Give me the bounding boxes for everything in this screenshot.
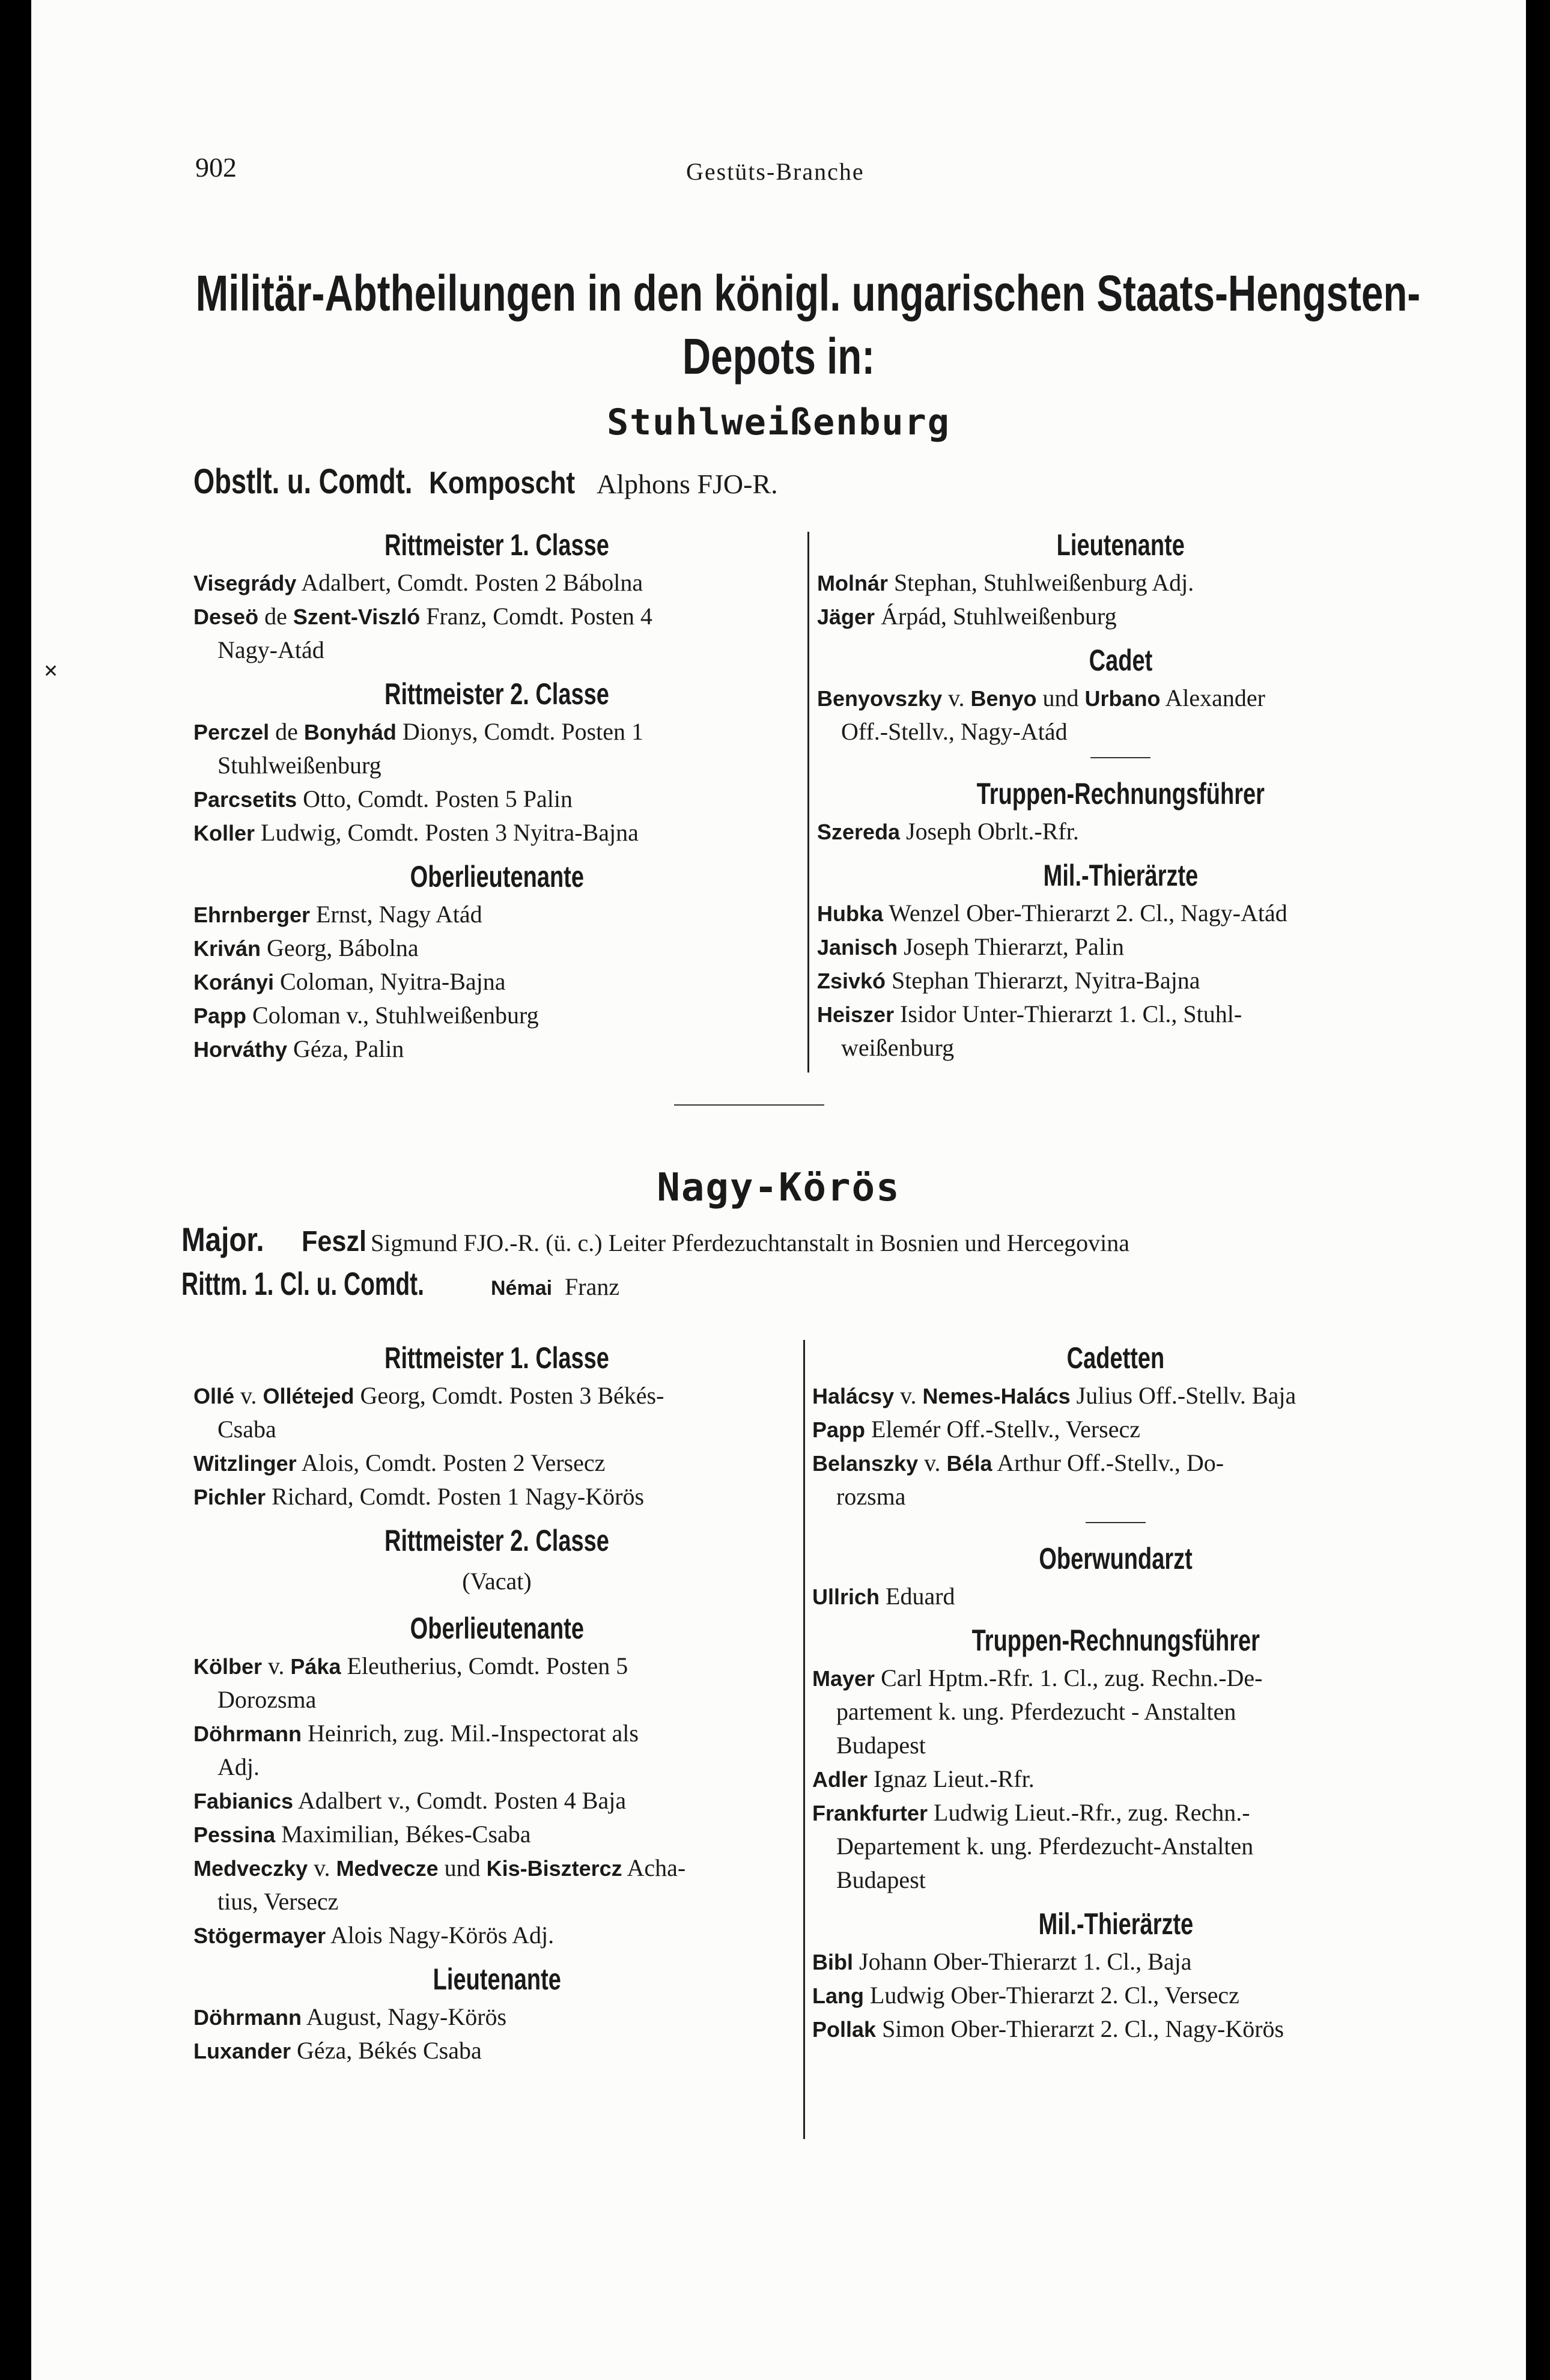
short-rule [812,1514,1419,1532]
rank-heading-text: Lieutenante [1056,528,1185,562]
surname: Ullrich [812,1584,880,1609]
section-divider [674,1104,824,1106]
personnel-entry [812,1796,1419,1830]
surname: Nemes-Halács [922,1384,1071,1408]
rank-heading [193,667,800,715]
surname: Heiszer [817,1002,895,1027]
entry-continuation [812,1729,1419,1762]
surname: Adler [812,1767,868,1792]
surname: Korányi [193,970,275,994]
rank-heading-text: Truppen-Rechnungsführer [971,1624,1260,1657]
entry-text: tius, Versecz [217,1888,339,1915]
major-line [181,1220,1129,1259]
column-divider [807,532,809,1073]
entry-text: Simon Ober-Thierarzt 2. Cl., Nagy-Körös [876,2015,1284,2042]
section-place-stuhlweissenburg: Stuhlweißenburg [607,401,950,443]
rittmeister-commander-name: Némai [491,1277,553,1300]
personnel-entry [817,964,1424,997]
rittmeister-commander-rank: Rittm. 1. Cl. u. Comdt. [181,1266,424,1302]
entry-text: de [258,603,293,630]
surname: Witzlinger [193,1451,297,1476]
surname: Bibl [812,1950,853,1974]
entry-text: Ernst, Nagy Atád [310,901,482,928]
entry-text: rozsma [836,1483,906,1510]
surname: Szereda [817,820,901,844]
rank-heading-text: Mil.-Thierärzte [1043,859,1198,892]
entry-text: Alois Nagy-Körös Adj. [326,1922,555,1949]
entry-text: v. [308,1854,336,1881]
personnel-entry [812,1762,1419,1796]
entry-continuation [812,1863,1419,1897]
rank-heading [193,1514,800,1562]
surname: Döhrmann [193,2005,302,2030]
entry-text: Isidor Unter-Thierarzt 1. Cl., Stuhl- [894,1000,1242,1027]
surname: Papp [193,1003,247,1028]
personnel-entry [193,782,800,816]
entry-text: Acha- [622,1854,686,1881]
surname: Kölber [193,1654,263,1679]
personnel-entry [817,997,1424,1031]
rank-heading [193,850,800,898]
entry-text: Heinrich, zug. Mil.-Inspectorat als [302,1720,639,1747]
surname: Kis-Bisztercz [486,1856,622,1881]
rank-heading [817,518,1424,566]
rittmeister-commander-rest: Franz [565,1273,620,1300]
entry-text: und [1036,684,1085,711]
entry-continuation [812,1480,1419,1514]
personnel-entry [817,930,1424,964]
surname: Medveczky [193,1856,308,1881]
entry-text: Adalbert, Comdt. Posten 2 Bábolna [296,569,643,596]
entry-text: Joseph Thierarzt, Palin [898,933,1125,960]
surname: Szent-Viszló [293,604,421,629]
surname: Zsivkó [817,969,886,993]
rank-heading [812,1331,1419,1379]
surname: Perczel [193,720,270,744]
book-page [31,0,1526,2380]
surname: Janisch [817,935,898,960]
entry-text: Off.-Stellv., Nagy-Atád [841,718,1068,745]
personnel-entry [193,2034,800,2068]
rank-heading [193,518,800,566]
entry-continuation [817,1031,1424,1065]
entry-text: Nagy-Atád [217,636,324,663]
entry-text: Elemér Off.-Stellv., Versecz [865,1416,1141,1443]
entry-continuation [193,749,800,782]
entry-text: Géza, Palin [287,1035,404,1062]
surname: Luxander [193,2039,291,2063]
entry-text: Maximilian, Békes-Csaba [275,1821,531,1848]
stuhlweissenburg-right-column [817,518,1424,1065]
personnel-entry [812,1413,1419,1446]
surname: Mayer [812,1666,875,1691]
entry-text: Budapest [836,1866,926,1893]
rank-heading-text: Oberlieutenante [410,860,584,893]
entry-text: Ignaz Lieut.-Rfr. [868,1765,1035,1792]
surname: Deseö [193,604,259,629]
entry-continuation [812,1695,1419,1729]
surname: Benyovszky [817,686,943,711]
stuhlweissenburg-left-column [193,518,800,1066]
rank-heading-text: Rittmeister 1. Classe [384,1341,609,1375]
entry-text: Carl Hptm.-Rfr. 1. Cl., zug. Rechn.-De- [875,1664,1263,1691]
surname: Frankfurter [812,1801,928,1825]
rank-heading [817,848,1424,896]
rank-heading-text: Oberwundarzt [1039,1542,1193,1575]
entry-text: Georg, Bábolna [261,934,419,961]
personnel-entry [193,1818,800,1851]
commander-rest: Alphons FJO-R. [597,469,778,499]
entry-text: Alois, Comdt. Posten 2 Versecz [296,1449,606,1476]
personnel-entry [193,1717,800,1750]
surname: Páka [290,1654,341,1679]
rank-heading-text: Rittmeister 1. Classe [384,528,609,562]
surname: Jäger [817,604,875,629]
surname: Ollé [193,1384,235,1408]
surname: Medvecze [336,1856,439,1881]
entry-text: Eduard [880,1583,955,1610]
entry-text: und [438,1854,487,1881]
margin-mark: ✕ [43,662,59,681]
entry-continuation [193,633,800,667]
entry-text: Stephan, Stuhlweißenburg Adj. [888,569,1194,596]
rank-heading [812,1532,1419,1580]
surname: Pollak [812,2017,877,2042]
entry-text: Árpád, Stuhlweißenburg [875,603,1117,630]
nagykoros-right-column [812,1331,1419,2046]
personnel-entry [812,2012,1419,2046]
major-rest: Sigmund FJO.-R. (ü. c.) Leiter Pferdezuchtanstalt in Bosnien und Hercegovina [371,1229,1130,1256]
surname: Urbano [1084,686,1161,711]
entry-text: Joseph Obrlt.-Rfr. [900,818,1079,845]
surname: Benyo [970,686,1037,711]
rank-heading [817,767,1424,815]
entry-text: Budapest [836,1732,926,1759]
entry-text: Julius Off.-Stellv. Baja [1070,1382,1296,1409]
surname: Lang [812,1983,864,2008]
surname: Parcsetits [193,787,297,812]
surname: Halácsy [812,1384,895,1408]
surname: Ehrnberger [193,902,311,927]
commander-line [193,461,778,502]
surname: Koller [193,821,255,845]
personnel-entry [193,600,800,633]
entry-continuation [193,1413,800,1446]
surname: Horváthy [193,1037,288,1062]
surname: Molnár [817,571,889,595]
entry-text: Adj. [217,1753,260,1780]
page-number: 902 [195,152,237,183]
personnel-entry [812,1446,1419,1480]
rank-heading-text: Cadet [1089,644,1152,677]
rank-heading [193,1601,800,1649]
entry-text: Ludwig, Comdt. Posten 3 Nyitra-Bajna [255,819,639,846]
entry-continuation [193,1750,800,1784]
entry-text: Otto, Comdt. Posten 5 Palin [297,785,573,812]
entry-text: Dionys, Comdt. Posten 1 [396,718,644,745]
personnel-entry [193,1032,800,1066]
vacancy-note: (Vacat) [462,1568,532,1595]
entry-text: Departement k. ung. Pferdezucht-Anstalten [836,1833,1254,1860]
entry-text: Coloman, Nyitra-Bajna [274,968,506,995]
column-divider-2 [803,1340,805,2139]
entry-text: Dorozsma [217,1686,317,1713]
surname: Stögermayer [193,1923,326,1948]
entry-text: August, Nagy-Körös [302,2003,507,2030]
entry-text: Franz, Comdt. Posten 4 [420,603,652,630]
rank-heading [812,1613,1419,1661]
major-rank: Major. [181,1220,264,1258]
rank-heading-text: Truppen-Rechnungsführer [976,777,1265,811]
personnel-entry [193,965,800,999]
entry-continuation [817,715,1424,749]
short-rule [817,749,1424,767]
entry-text: Ludwig Lieut.-Rfr., zug. Rechn.- [928,1799,1250,1826]
entry-continuation [193,1885,800,1919]
personnel-entry [193,931,800,965]
entry-text: Johann Ober-Thierarzt 1. Cl., Baja [853,1948,1192,1975]
surname: Döhrmann [193,1721,302,1746]
entry-text: Eleutherius, Comdt. Posten 5 [341,1652,628,1679]
surname: Visegrády [193,571,297,595]
commander-name: Komposcht [428,466,575,501]
running-title: Gestüts-Branche [686,158,865,185]
personnel-entry [193,816,800,850]
entry-text: v. [234,1382,263,1409]
surname: Ollétejed [263,1384,354,1408]
entry-text: partement k. ung. Pferdezucht - Anstalten [836,1698,1236,1725]
entry-text: Csaba [217,1416,276,1443]
entry-text: Stuhlweißenburg [217,752,381,779]
entry-continuation [193,1683,800,1717]
entry-text: de [269,718,304,745]
entry-text: v. [918,1449,947,1476]
surname: Kriván [193,936,261,961]
personnel-entry [817,600,1424,633]
entry-text: Stephan Thierarzt, Nyitra-Bajna [886,967,1200,994]
rank-heading-text: Oberlieutenante [410,1612,584,1645]
surname: Bonyhád [303,720,397,744]
entry-text: Ludwig Ober-Thierarzt 2. Cl., Versecz [864,1982,1239,2009]
entry-text: v. [942,684,971,711]
personnel-entry [193,1919,800,1952]
entry-text: v. [894,1382,923,1409]
entry-text: v. [262,1652,291,1679]
entry-text: Alexander [1160,684,1265,711]
rittmeister-commander-line [181,1265,619,1303]
rank-heading [193,1331,800,1379]
surname: Béla [946,1451,992,1476]
main-title-line1: Militär-Abtheilungen in den königl. ungarischen Staats-Hengsten- [195,265,1421,321]
rank-heading-text: Cadetten [1066,1341,1165,1375]
rank-heading [812,1897,1419,1945]
personnel-entry [812,1979,1419,2012]
entry-text: Richard, Comdt. Posten 1 Nagy-Körös [266,1483,645,1510]
major-name: Feszl [302,1226,367,1258]
surname: Pessina [193,1822,276,1847]
personnel-entry [193,1480,800,1514]
entry-text: Wenzel Ober-Thierarzt 2. Cl., Nagy-Atád [883,899,1287,927]
main-title-line2: Depots in: [682,328,875,385]
rank-heading-text: Rittmeister 2. Classe [384,1524,609,1557]
surname: Hubka [817,901,884,926]
entry-continuation [812,1830,1419,1863]
nagykoros-left-column [193,1331,800,2068]
entry-text: Arthur Off.-Stellv., Do- [992,1449,1224,1476]
entry-text: Coloman v., Stuhlweißenburg [246,1002,539,1029]
surname: Pichler [193,1485,266,1509]
personnel-entry [193,1446,800,1480]
personnel-entry [193,1784,800,1818]
section-place-nagykoros: Nagy-Körös [657,1166,901,1210]
rank-heading-text: Mil.-Thierärzte [1038,1907,1193,1941]
rank-heading [817,633,1424,681]
personnel-entry [193,999,800,1032]
entry-text: Adalbert v., Comdt. Posten 4 Baja [293,1787,627,1814]
commander-rank: Obstlt. u. Comdt. [193,462,413,501]
entry-text: weißenburg [841,1034,955,1061]
rank-heading-text: Lieutenante [433,1962,561,1996]
rank-heading-text: Rittmeister 2. Classe [384,677,609,711]
personnel-entry [193,1851,800,1885]
surname: Belanszky [812,1451,919,1476]
rank-heading [193,1952,800,2000]
entry-text: Georg, Comdt. Posten 3 Békés- [354,1382,664,1409]
entry-text: Géza, Békés Csaba [291,2037,482,2064]
surname: Fabianics [193,1789,294,1813]
surname: Papp [812,1417,866,1442]
